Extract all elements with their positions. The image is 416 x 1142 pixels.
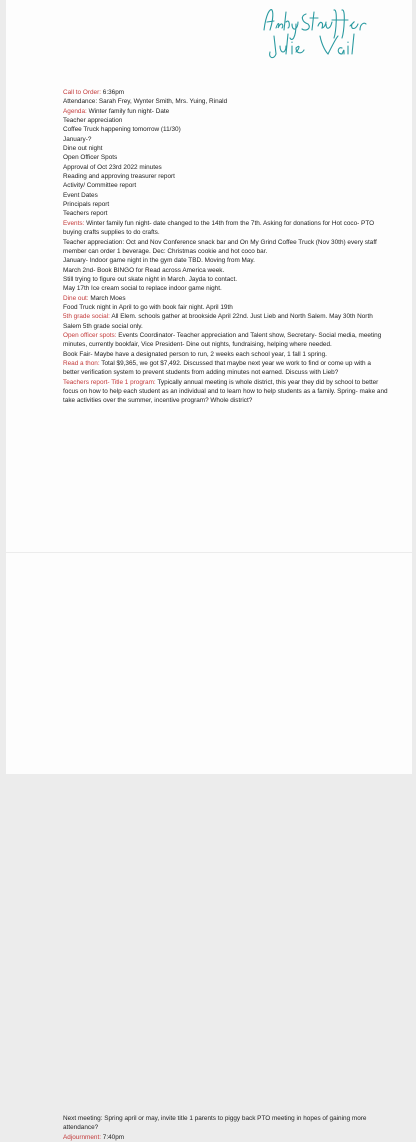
section-label: Read a thon: [63,359,100,367]
line-text: Food Truck night in April to go with book fair night. April 19th [63,303,233,311]
section-label: Agenda: [63,107,87,115]
section-label: Teachers report- Title 1 program: [63,378,156,386]
minutes-line [63,116,388,125]
line-text: Total $9,365, we got $7,492. Discussed that maybe next year we work to find or come up with a better verification system to prevent students from adding minutes not earned. Discuss with Lieb? [63,359,371,377]
paper-page-1 [6,0,412,552]
line-text: Principals report [63,201,110,209]
minutes-line [63,107,388,116]
minutes-line [63,200,388,209]
section-label: Open officer spots: [63,331,117,339]
minutes-line [63,275,388,284]
line-text: Book Fair- Maybe have a designated person to run, 2 weeks each school year, 1 fall 1 spring. [63,350,327,358]
minutes-line [63,378,388,406]
handwritten-signatures [256,2,416,62]
minutes-line [63,135,388,144]
minutes-line [63,256,388,265]
minutes-line [63,284,388,293]
section-label: Adjournment: [63,1133,102,1141]
line-text: Winter family fun night- Date [86,107,170,115]
section-label: Call to Order: [63,89,102,96]
minutes-line [63,88,388,97]
line-text: Reading and approving treasurer report [63,173,175,181]
line-text: March 2nd- Book BINGO for Read across America week. [63,266,225,274]
line-text: January-? [63,135,92,143]
meeting-minutes-continued [63,1114,388,1142]
minutes-line [63,294,388,303]
line-text: March Moes [88,294,126,302]
minutes-line [63,238,388,257]
line-text: Next meeting: Spring april or may, invite title 1 parents to piggy back PTO meeting in hopes of gaining more attendance? [63,1115,367,1132]
minutes-line [63,125,388,134]
signature-image [256,2,416,62]
minutes-line [63,163,388,172]
line-text: Open Officer Spots [63,154,118,162]
section-label: Events: [63,219,85,227]
minutes-line [63,350,388,359]
line-text: Dine out night [63,145,103,153]
minutes-line [63,219,388,238]
minutes-line [63,359,388,378]
section-label: Dine out: [63,294,89,302]
section-label: 5th grade social: [63,313,110,321]
line-text: Activity/ Committee report [63,182,137,190]
minutes-line [63,144,388,153]
minutes-line [63,209,388,218]
paper-page-2 [6,553,412,1141]
line-text: All Elem. schools gather at brookside April 22nd. Just Lieb and North Salem. May 30th North Salem 5th grade social only. [63,313,373,330]
line-text: Approval of Oct 23rd 2022 minutes [63,163,162,171]
line-text: Event Dates [63,191,98,199]
minutes-line [63,1133,388,1142]
minutes-line [63,97,388,106]
minutes-line [63,181,388,190]
line-text: January- Indoor game night in the gym date TBD. Moving from May. [63,257,255,265]
line-text: Typically annual meeting is whole district, this year they did by school to better focus on how to help each student as an individual and to learn how to help students as a family. Spring- make and take activities over the summer, incentive program? Whole district? [63,378,388,405]
line-text: Still trying to figure out skate night in March. Jayda to contact. [63,275,238,283]
line-text: Teacher appreciation [63,117,123,125]
minutes-line [63,331,388,350]
minutes-line [63,153,388,162]
meeting-minutes-body [63,88,388,406]
minutes-line [63,303,388,312]
line-text: Teacher appreciation: Oct and Nov Conference snack bar and On My Grind Coffee Truck (Nov 30th) every staff member can order 1 beverage. Dec: Christmas cookie and hot coco bar. [63,238,377,255]
line-text: Events Coordinator- Teacher appreciation and Talent show, Secretary- Social media, meeting minutes, currently bookfair, Vice President- Dine out nights, fundraising, helping where needed. [63,331,382,349]
line-text: May 17th Ice cream social to replace indoor game night. [63,285,222,293]
minutes-line [63,312,388,331]
line-text: 6:36pm [101,89,125,96]
line-text: Coffee Truck happening tomorrow (11/30) [63,126,181,134]
line-text: Attendance: Sarah Frey, Wynter Smith, Mrs. Yuing, Rinald [63,98,228,106]
minutes-line [63,191,388,200]
minutes-line [63,1114,388,1133]
line-text: Teachers report [63,210,108,218]
minutes-line [63,266,388,275]
minutes-line [63,172,388,181]
line-text: 7:40pm [101,1133,125,1141]
line-text: Winter family fun night- date changed to the 14th from the 7th. Asking for donations for Hot coco- PTO buying crafts supplies to do crafts. [63,219,375,237]
